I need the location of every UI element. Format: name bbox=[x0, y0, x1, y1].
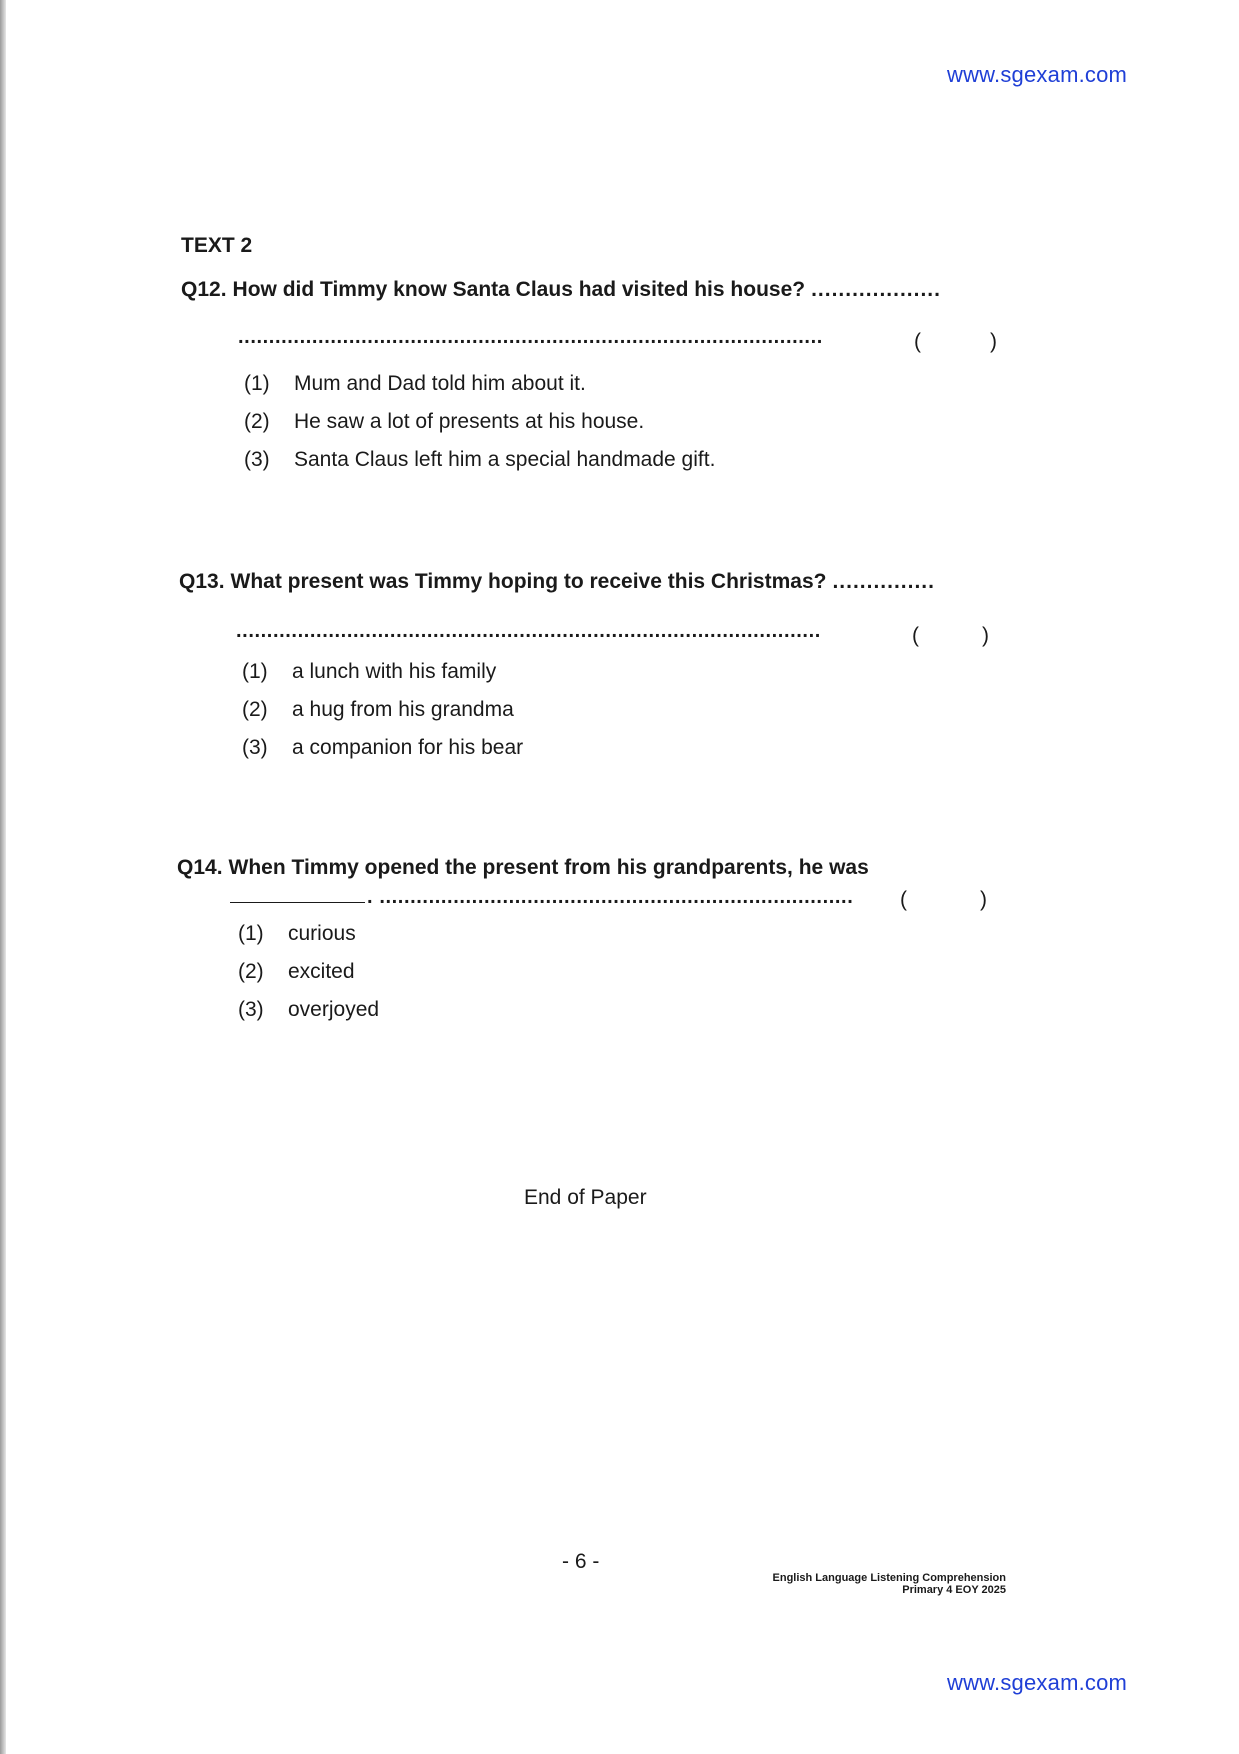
answer-paren-close: ) bbox=[990, 330, 997, 353]
question-13 bbox=[179, 570, 935, 594]
option-number: (3) bbox=[238, 998, 264, 1021]
option-item bbox=[244, 448, 715, 486]
option-text: Santa Claus left him a special handmade gift. bbox=[294, 448, 716, 471]
page-number: - 6 - bbox=[562, 1550, 600, 1573]
option-text: a companion for his bear bbox=[292, 736, 524, 759]
answer-line-14[interactable] bbox=[230, 886, 910, 909]
footer-line-2: Primary 4 EOY 2025 bbox=[902, 1584, 1006, 1596]
answer-paren-open: ( bbox=[900, 888, 907, 911]
end-of-paper: End of Paper bbox=[524, 1186, 647, 1209]
option-text: curious bbox=[288, 922, 356, 945]
option-text: Mum and Dad told him about it. bbox=[294, 372, 586, 395]
question-dots: ................... bbox=[811, 278, 941, 301]
question-12 bbox=[181, 278, 941, 302]
option-number: (2) bbox=[242, 698, 268, 721]
question-number: Q14. bbox=[177, 856, 223, 879]
option-number: (2) bbox=[244, 410, 270, 433]
question-14 bbox=[177, 856, 869, 880]
option-item bbox=[238, 998, 379, 1036]
option-item bbox=[242, 736, 523, 774]
footer-line-1: English Language Listening Comprehension bbox=[772, 1572, 1006, 1584]
answer-line-13[interactable] bbox=[236, 620, 916, 643]
question-number: Q12. bbox=[181, 278, 227, 301]
answer-dots: ............................................................................................... bbox=[236, 620, 821, 642]
option-number: (2) bbox=[238, 960, 264, 983]
answer-paren-close: ) bbox=[982, 624, 989, 647]
scan-edge bbox=[0, 0, 6, 1754]
answer-paren-close: ) bbox=[980, 888, 987, 911]
question-dots: ............... bbox=[832, 570, 935, 593]
option-number: (1) bbox=[244, 372, 270, 395]
header-url[interactable]: www.sgexam.com bbox=[947, 62, 1128, 87]
option-number: (1) bbox=[242, 660, 268, 683]
option-text: a lunch with his family bbox=[292, 660, 497, 683]
option-text: He saw a lot of presents at his house. bbox=[294, 410, 645, 433]
options-14 bbox=[238, 922, 379, 1036]
options-12 bbox=[244, 372, 715, 486]
option-item bbox=[244, 410, 715, 448]
option-item bbox=[242, 698, 523, 736]
section-title: TEXT 2 bbox=[181, 234, 253, 257]
answer-dots: . ............................................................................. bbox=[367, 886, 854, 908]
option-item bbox=[238, 960, 379, 998]
answer-line-12[interactable] bbox=[238, 326, 918, 349]
option-number: (3) bbox=[244, 448, 270, 471]
option-number: (3) bbox=[242, 736, 268, 759]
question-text: When Timmy opened the present from his grandparents, he was bbox=[228, 856, 869, 879]
footer-url[interactable]: www.sgexam.com bbox=[947, 1670, 1128, 1695]
option-text: overjoyed bbox=[288, 998, 380, 1021]
options-13 bbox=[242, 660, 523, 774]
answer-dots: ............................................................................................... bbox=[238, 326, 823, 348]
answer-paren-open: ( bbox=[912, 624, 919, 647]
option-number: (1) bbox=[238, 922, 264, 945]
question-text: What present was Timmy hoping to receive this Christmas? bbox=[230, 570, 827, 593]
footer-note bbox=[744, 1572, 1006, 1596]
option-item bbox=[244, 372, 715, 410]
answer-paren-open: ( bbox=[914, 330, 921, 353]
question-text: How did Timmy know Santa Claus had visited his house? bbox=[232, 278, 806, 301]
answer-blank[interactable] bbox=[230, 888, 365, 903]
question-number: Q13. bbox=[179, 570, 225, 593]
option-text: excited bbox=[288, 960, 355, 983]
option-item bbox=[242, 660, 523, 698]
option-text: a hug from his grandma bbox=[292, 698, 514, 721]
option-item bbox=[238, 922, 379, 960]
